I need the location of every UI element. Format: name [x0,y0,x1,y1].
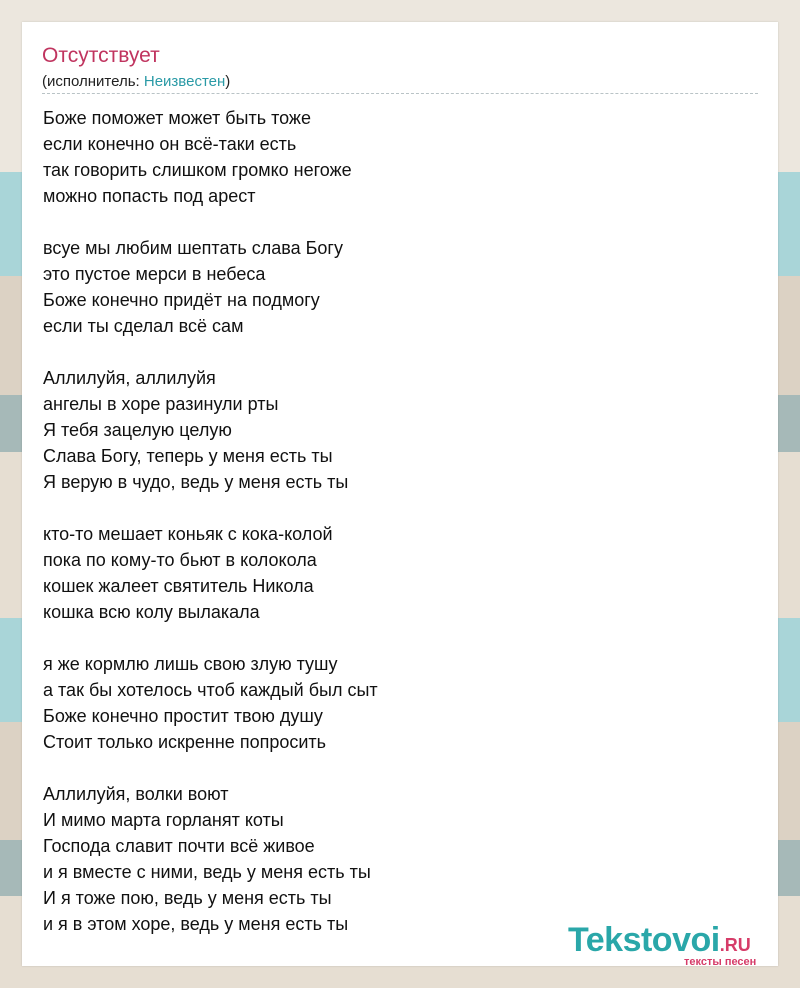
lyric-line: это пустое мерси в небеса [43,264,266,284]
logo-tld: .RU [719,935,751,955]
lyric-line: можно попасть под арест [43,186,256,206]
artist-link[interactable]: Неизвестен [143,73,226,90]
lyric-line: Аллилуйя, аллилуйя [43,368,216,388]
lyric-line: пока по кому-то бьют в колокола [43,550,317,570]
lyric-line: кошек жалеет святитель Никола [43,576,314,596]
stanza [43,781,378,937]
song-title: Отсутствует [42,44,160,67]
lyric-line: кошка всю колу вылакала [43,602,260,622]
lyric-line: так говорить слишком громко негоже [43,160,352,180]
lyric-line: а так бы хотелось чтоб каждый был сыт [43,680,378,700]
lyric-line: И я тоже пою, ведь у меня есть ты [43,888,332,908]
lyric-line: И мимо марта горланят коты [43,810,284,830]
lyric-line: и я в этом хоре, ведь у меня есть ты [43,914,349,934]
lyric-line: и я вместе с ними, ведь у меня есть ты [43,862,371,882]
lyrics-text [43,105,378,963]
stanza [43,365,378,495]
lyric-line: Я тебя зацелую целую [43,420,232,440]
stanza [43,651,378,755]
lyric-line: Господа славит почти всё живое [43,836,315,856]
lyric-line: если конечно он всё-таки есть [43,134,297,154]
lyric-line: я же кормлю лишь свою злую тушу [43,654,338,674]
stanza [43,105,378,209]
lyric-line: Стоит только искренне попросить [43,732,327,752]
lyric-line: всуе мы любим шептать слава Богу [43,238,343,258]
lyric-line: Боже поможет может быть тоже [43,108,311,128]
lyric-line: Боже конечно простит твою душу [43,706,323,726]
stanza [43,521,378,625]
artist-prefix: (исполнитель: [42,73,144,90]
lyric-line: ангелы в хоре разинули рты [43,394,279,414]
lyrics-card [22,22,778,966]
logo-main-text: Tekstovoi [568,921,720,959]
artist-suffix: ) [225,73,231,90]
stanza [43,235,378,339]
artist-line [42,73,230,90]
lyric-line: Аллилуйя, волки воют [43,784,229,804]
lyric-line: если ты сделал всё сам [43,316,244,336]
site-logo[interactable] [568,920,778,970]
lyric-line: кто-то мешает коньяк с кока-колой [43,524,333,544]
logo-tagline: тексты песен [684,956,757,968]
lyric-line: Боже конечно придёт на подмогу [43,290,320,310]
divider [42,93,758,94]
lyric-line: Я верую в чудо, ведь у меня есть ты [43,472,349,492]
lyric-line: Слава Богу, теперь у меня есть ты [43,446,333,466]
